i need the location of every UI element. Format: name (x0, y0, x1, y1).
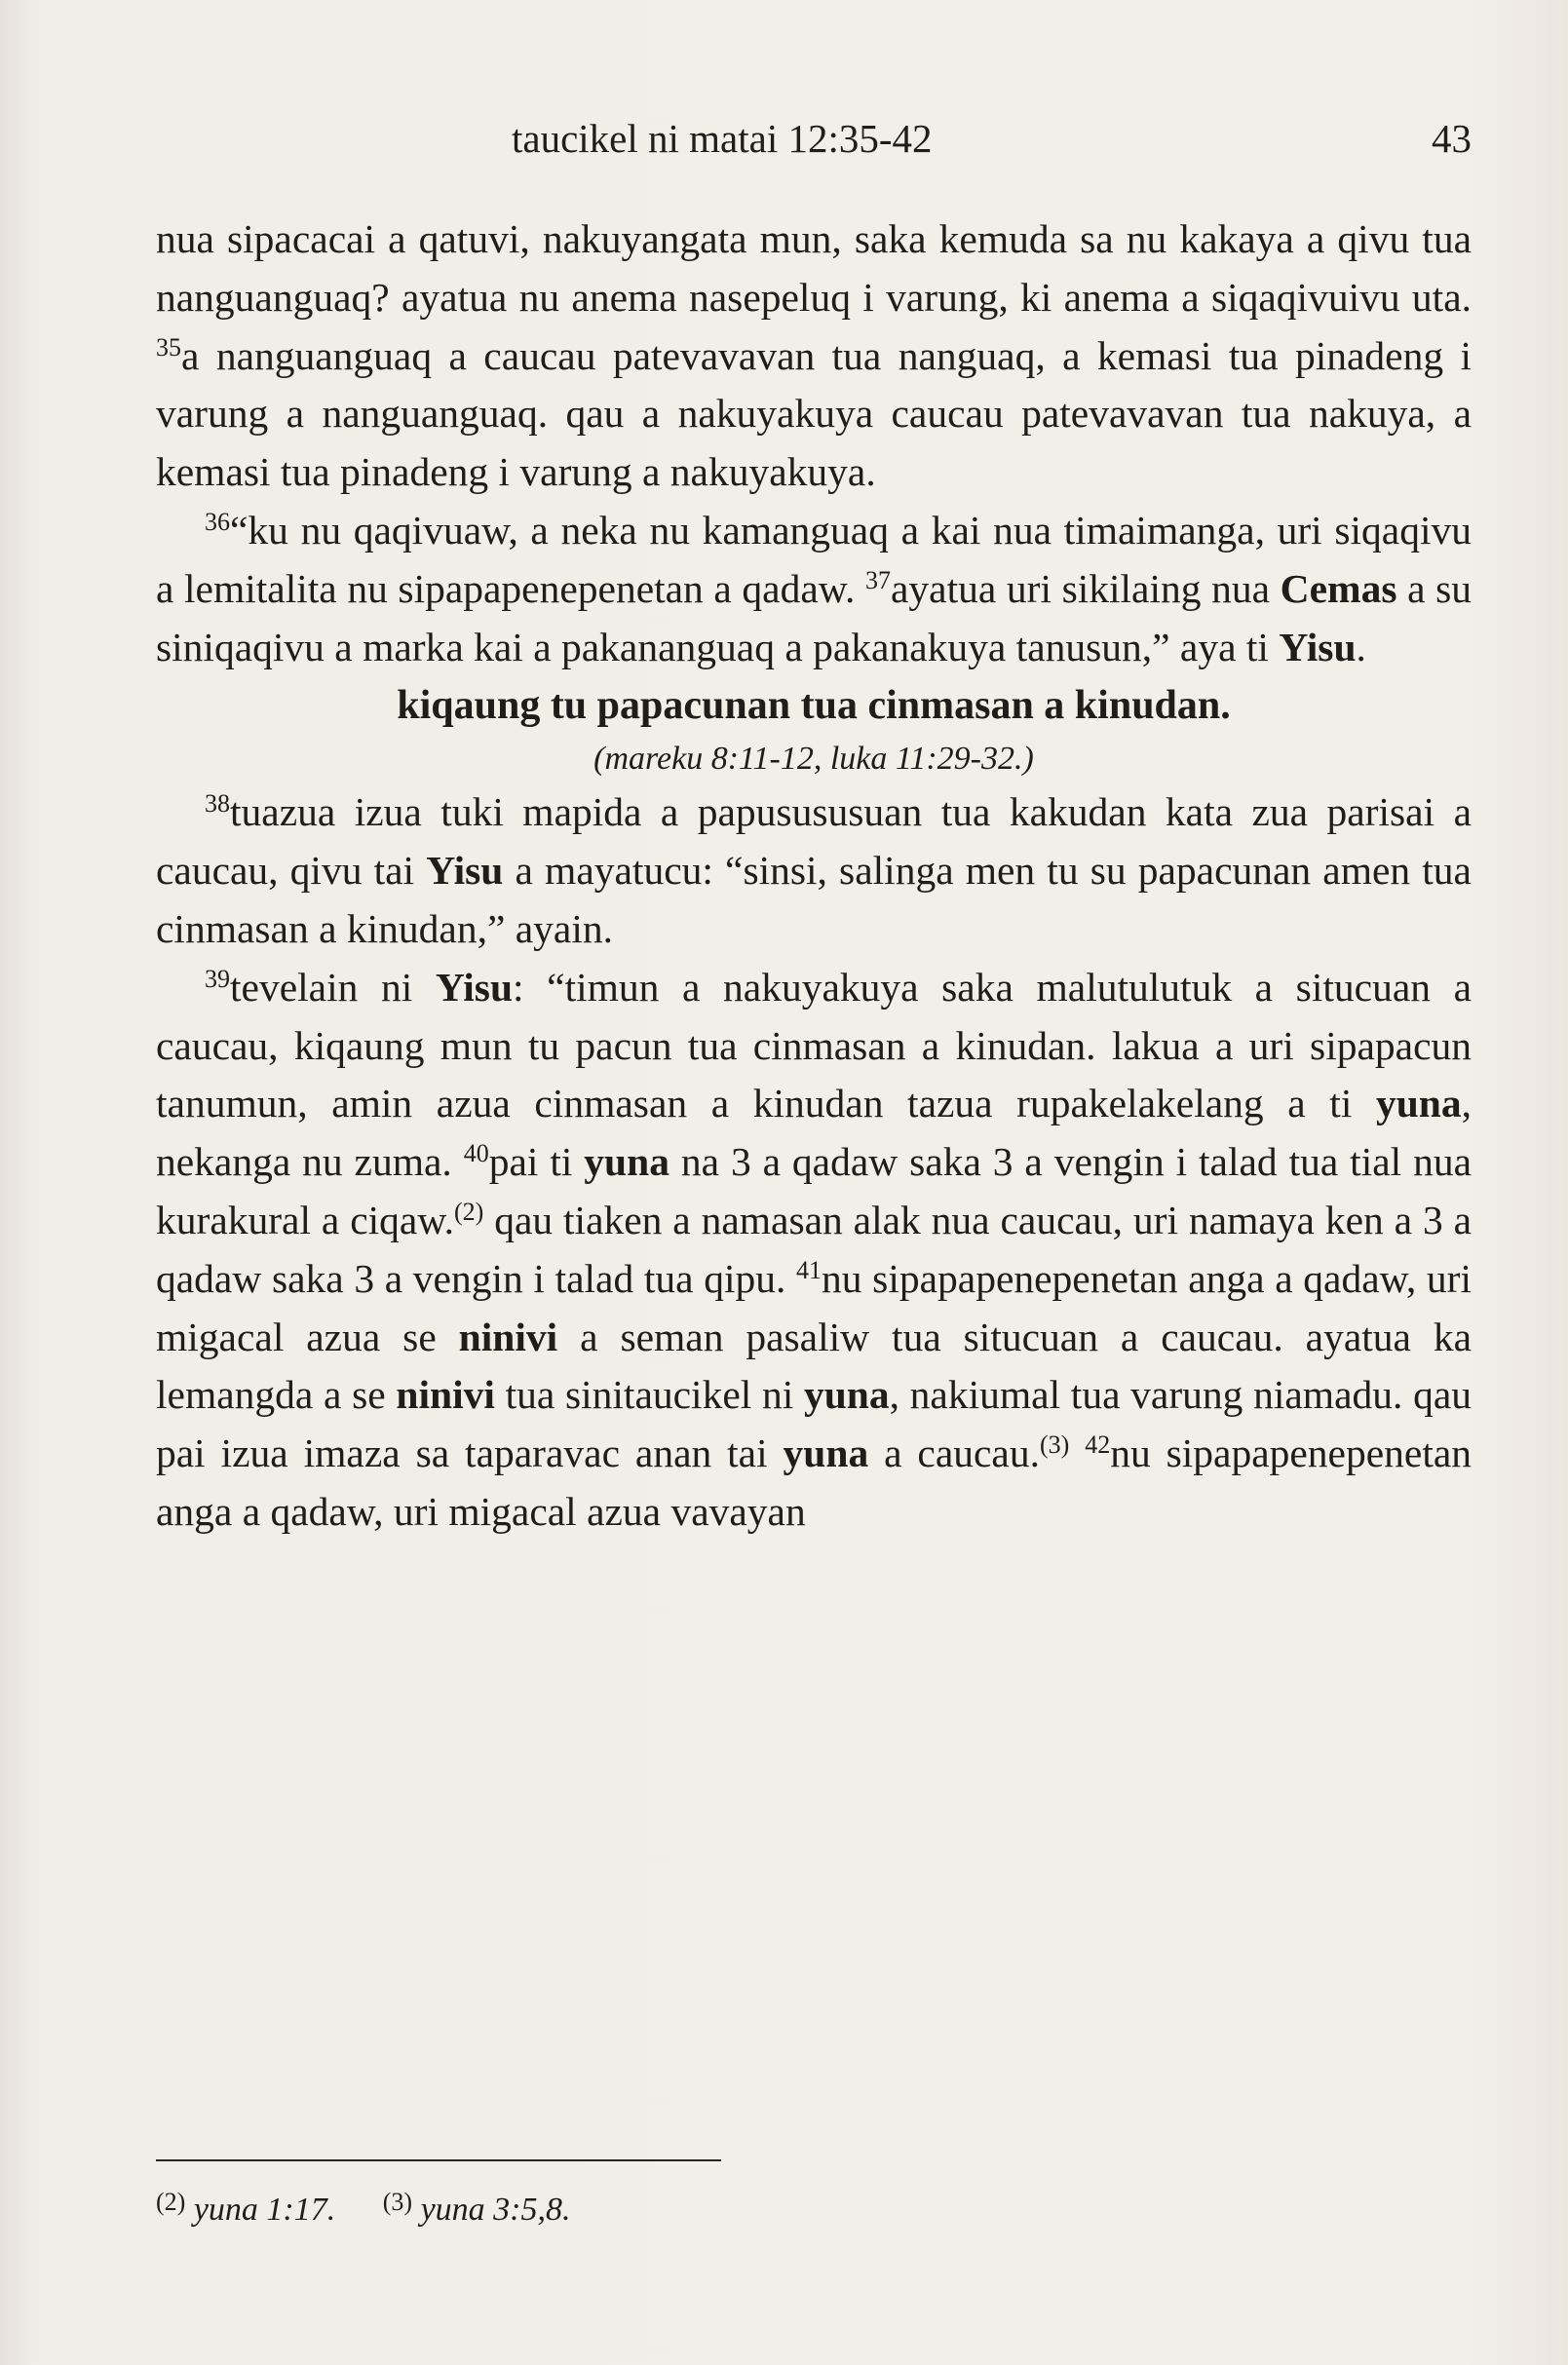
verse-40-yuna: yuna (584, 1139, 669, 1185)
verse-number-36: 36 (205, 507, 230, 536)
verse-41-ninivi-1: ninivi (458, 1314, 558, 1359)
page-number: 43 (1432, 116, 1472, 161)
verse-42-text: nu sipapapenepenetan anga a qadaw, uri migacal azua vavayan (156, 1430, 1472, 1534)
footnote-2-mark: (2) (156, 2188, 186, 2216)
footnote-2-text: yuna 1:17. (193, 2192, 336, 2228)
verse-41-text-a: nu sipapapenepenetan anga a qadaw, uri migacal azua se (156, 1255, 1472, 1359)
verse-39-yuna: yuna (1375, 1081, 1462, 1126)
verse-38-text-b: a mayatucu: “sinsi, salinga men tu su papacunan amen tua cinmasan a kinudan,” ayain. (156, 848, 1472, 951)
section-heading: kiqaung tu papacunan tua cinmasan a kinudan. (397, 683, 1231, 729)
verse-41-yuna-1: yuna (803, 1372, 890, 1418)
running-title: taucikel ni matai 12:35-42 (512, 116, 933, 161)
footnote-rule (156, 2159, 721, 2161)
verse-39-yisu: Yisu (435, 964, 514, 1010)
body-text (156, 210, 1472, 1542)
verse-number-35: 35 (156, 332, 181, 362)
verse-40-text-c: qau tiaken a namasan alak nua caucau, uri namaya ken a 3 a qadaw saka 3 a vengin i talad tua qipu. (156, 1197, 1472, 1301)
verse-40-text-b: na 3 a qadaw saka 3 a vengin i talad tua tial nua kurakural a ciqaw. (156, 1139, 1472, 1242)
verse-35-text: a nanguanguaq a caucau patevavavan tua nanguaq, a kemasi tua pinadeng i varung a nanguanguaq. qau a nakuyakuya caucau patevavavan tua nakuya, a kemasi tua pinadeng i varung a nakuyakuya. (156, 332, 1472, 495)
verse-38-yisu: Yisu (426, 848, 504, 894)
footnote-ref-3[interactable]: (3) (1039, 1430, 1070, 1460)
verse-41-text-e: a caucau. (884, 1430, 1040, 1476)
verse-number-42: 42 (1085, 1430, 1111, 1460)
verse-38-text-a: tuazua izua tuki mapida a papusususuan tua kakudan kata zua parisai a caucau, qivu tai (156, 789, 1472, 894)
paragraph-verse-39 (156, 959, 1472, 1542)
paragraph-verse-36 (156, 502, 1472, 676)
verse-37-cemas: Cemas (1280, 565, 1397, 611)
verse-number-39: 39 (205, 964, 230, 993)
paragraph-verse-38 (156, 783, 1472, 958)
verse-41-text-c: tua sinitaucikel ni (505, 1372, 794, 1418)
verse-37-yisu: Yisu (1279, 624, 1357, 669)
verse-number-37: 37 (865, 565, 891, 594)
footnote-3-text: yuna 3:5,8. (420, 2192, 571, 2228)
verse-39-text-a: tevelain ni (230, 964, 413, 1010)
verse-37-text-c: . (1356, 624, 1366, 669)
section-reference: (mareku 8:11-12, luka 11:29-32.) (593, 741, 1034, 778)
verse-40-text-a: pai ti (488, 1139, 573, 1185)
verse-41-ninivi-2: ninivi (396, 1372, 495, 1418)
verse-41-text-d: , nakiumal tua varung niamadu. qau pai izua imaza sa taparavac anan tai (156, 1372, 1472, 1476)
footnotes (156, 2178, 1033, 2234)
verse-37-text-b: a su siniqaqivu a marka kai a pakananguaq a pakanakuya tanusun,” aya ti (156, 565, 1472, 669)
footnote-ref-2[interactable]: (2) (453, 1197, 484, 1226)
verse-number-41: 41 (796, 1255, 822, 1284)
footnote-2 (156, 2188, 336, 2228)
verse-41-yuna-2: yuna (783, 1430, 869, 1476)
verse-39-text-b: : “timun a nakuyakuya saka malutulutuk a situcuan a caucau, kiqaung mun tu pacun tua cinmasan a kinudan. lakua a uri sipapacun tanumun, amin azua cinmasan a kinudan tazua rupakelakelang a ti (156, 964, 1472, 1126)
verse-37-text-a: ayatua uri sikilaing nua (891, 565, 1271, 611)
paragraph-1-text: nua sipacacai a qatuvi, nakuyangata mun, saka kemuda sa nu kakaya a qivu tua nanguanguaq? ayatua nu anema nasepeluq i varung, ki anema a siqaqivuivu uta. (156, 216, 1472, 320)
verse-41-text-b: a seman pasaliw tua situcuan a caucau. ayatua ka lemangda a se (156, 1314, 1472, 1418)
footnote-3-mark: (3) (382, 2188, 413, 2216)
verse-39-text-c: , nekanga nu zuma. (156, 1081, 1472, 1185)
running-head (156, 115, 1472, 173)
footnote-3 (382, 2188, 571, 2228)
verse-number-38: 38 (205, 789, 230, 819)
paragraph-continuation (156, 210, 1472, 502)
verse-number-40: 40 (463, 1139, 489, 1168)
verse-36-text: “ku nu qaqivuaw, a neka nu kamanguaq a kai nua timaimanga, uri siqaqivu a lemitalita nu sipapapenepenetan a qadaw. (156, 507, 1472, 611)
